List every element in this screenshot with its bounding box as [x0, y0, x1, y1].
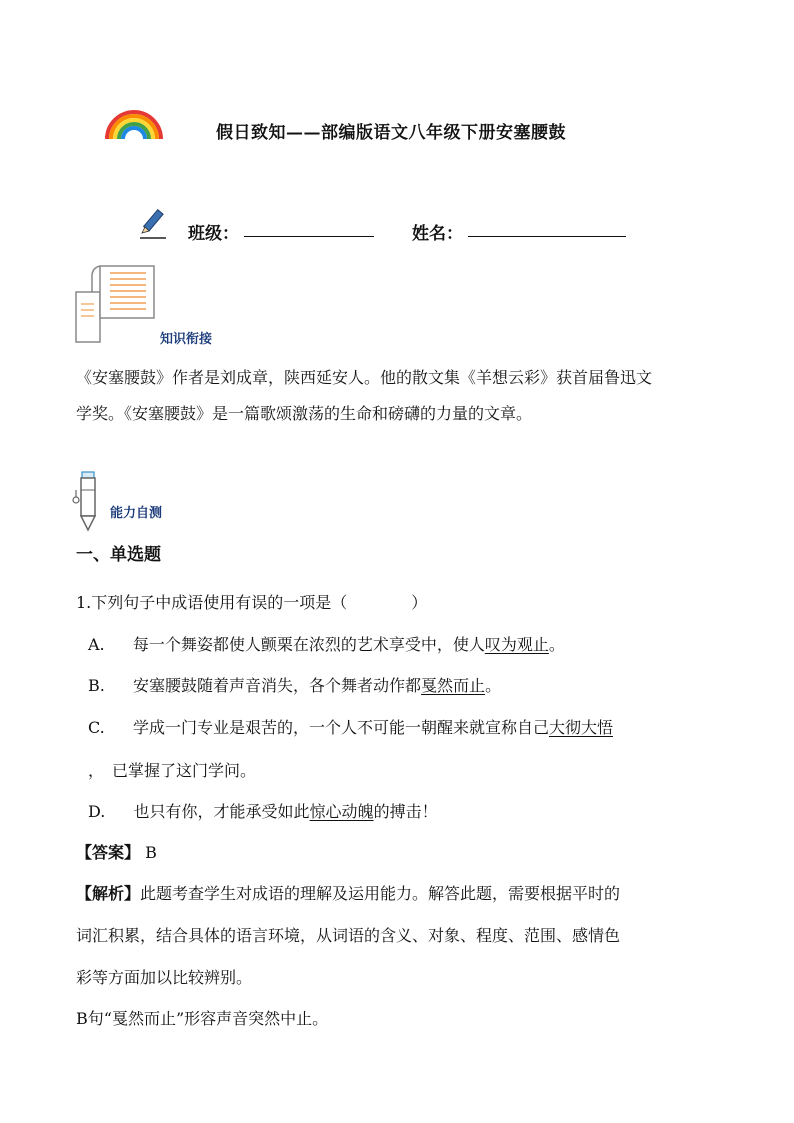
option-idiom: 戛然而止 [421, 676, 486, 695]
option-a[interactable] [88, 632, 565, 655]
option-text: 也只有你，才能承受如此 [133, 802, 310, 821]
option-idiom: 叹为观止 [484, 635, 549, 654]
analysis-line: 彩等方面加以比较辨别。 [76, 968, 253, 987]
option-text-end: 的搏击！ [373, 802, 438, 821]
option-c-continued: ， 已掌握了这门学问。 [88, 761, 257, 780]
page-title: 假日致知——部编版语文八年级下册安塞腰鼓 [216, 123, 566, 143]
knowledge-tag: 知识衔接 [160, 332, 213, 347]
option-text: 安塞腰鼓随着声音消失，各个舞者动作都 [133, 676, 422, 695]
option-text-end: 。 [485, 676, 502, 695]
analysis-line: 词汇积累，结合具体的语言环境，从词语的含义、对象、程度、范围、感情色 [76, 926, 621, 945]
name-label: 姓名： [412, 224, 463, 244]
option-idiom: 大彻大悟 [548, 718, 613, 737]
pencil-icon [136, 207, 170, 241]
option-letter: D. [88, 802, 106, 821]
option-text: 每一个舞姿都使人颤栗在浓烈的艺术享受中，使人 [132, 635, 485, 654]
analysis-paragraph [76, 876, 726, 996]
class-field[interactable] [244, 236, 374, 237]
answer-row [76, 840, 157, 863]
knowledge-line: 《安塞腰鼓》作者是刘成章，陕西延安人。他的散文集《羊想云彩》获首届鲁迅文 [76, 368, 653, 387]
option-letter: A. [88, 635, 105, 654]
document-scroll-icon [74, 264, 158, 344]
knowledge-paragraph [76, 360, 736, 432]
test-tube-pen-icon [70, 470, 106, 534]
knowledge-line: 学奖。《安塞腰鼓》是一篇歌颂激荡的生命和磅礴的力量的文章。 [76, 404, 533, 423]
option-idiom: 惊心动魄 [309, 802, 374, 821]
analysis-line: 此题考查学生对成语的理解及运用能力。解答此题，需要根据平时的 [140, 884, 621, 903]
answer-label: 【答案】 [76, 843, 141, 862]
option-letter: B. [88, 676, 105, 695]
section-heading: 一、单选题 [76, 545, 161, 565]
analysis-label: 【解析】 [76, 884, 141, 903]
explanation-b: B句“戛然而止”形容声音突然中止。 [76, 1009, 329, 1028]
question-stem: 1.下列句子中成语使用有误的一项是（ ） [76, 593, 428, 612]
option-text-end: 。 [548, 635, 565, 654]
option-d[interactable] [88, 799, 438, 822]
class-label: 班级： [188, 224, 239, 244]
option-b[interactable] [88, 673, 501, 696]
option-text: 学成一门专业是艰苦的，一个人不可能一朝醒来就宣称自己 [132, 718, 549, 737]
option-letter: C. [88, 718, 105, 737]
rainbow-icon [104, 106, 164, 140]
selftest-tag: 能力自测 [110, 506, 163, 521]
option-c[interactable] [88, 715, 613, 738]
answer-value: B [145, 843, 157, 862]
name-field[interactable] [468, 236, 626, 237]
